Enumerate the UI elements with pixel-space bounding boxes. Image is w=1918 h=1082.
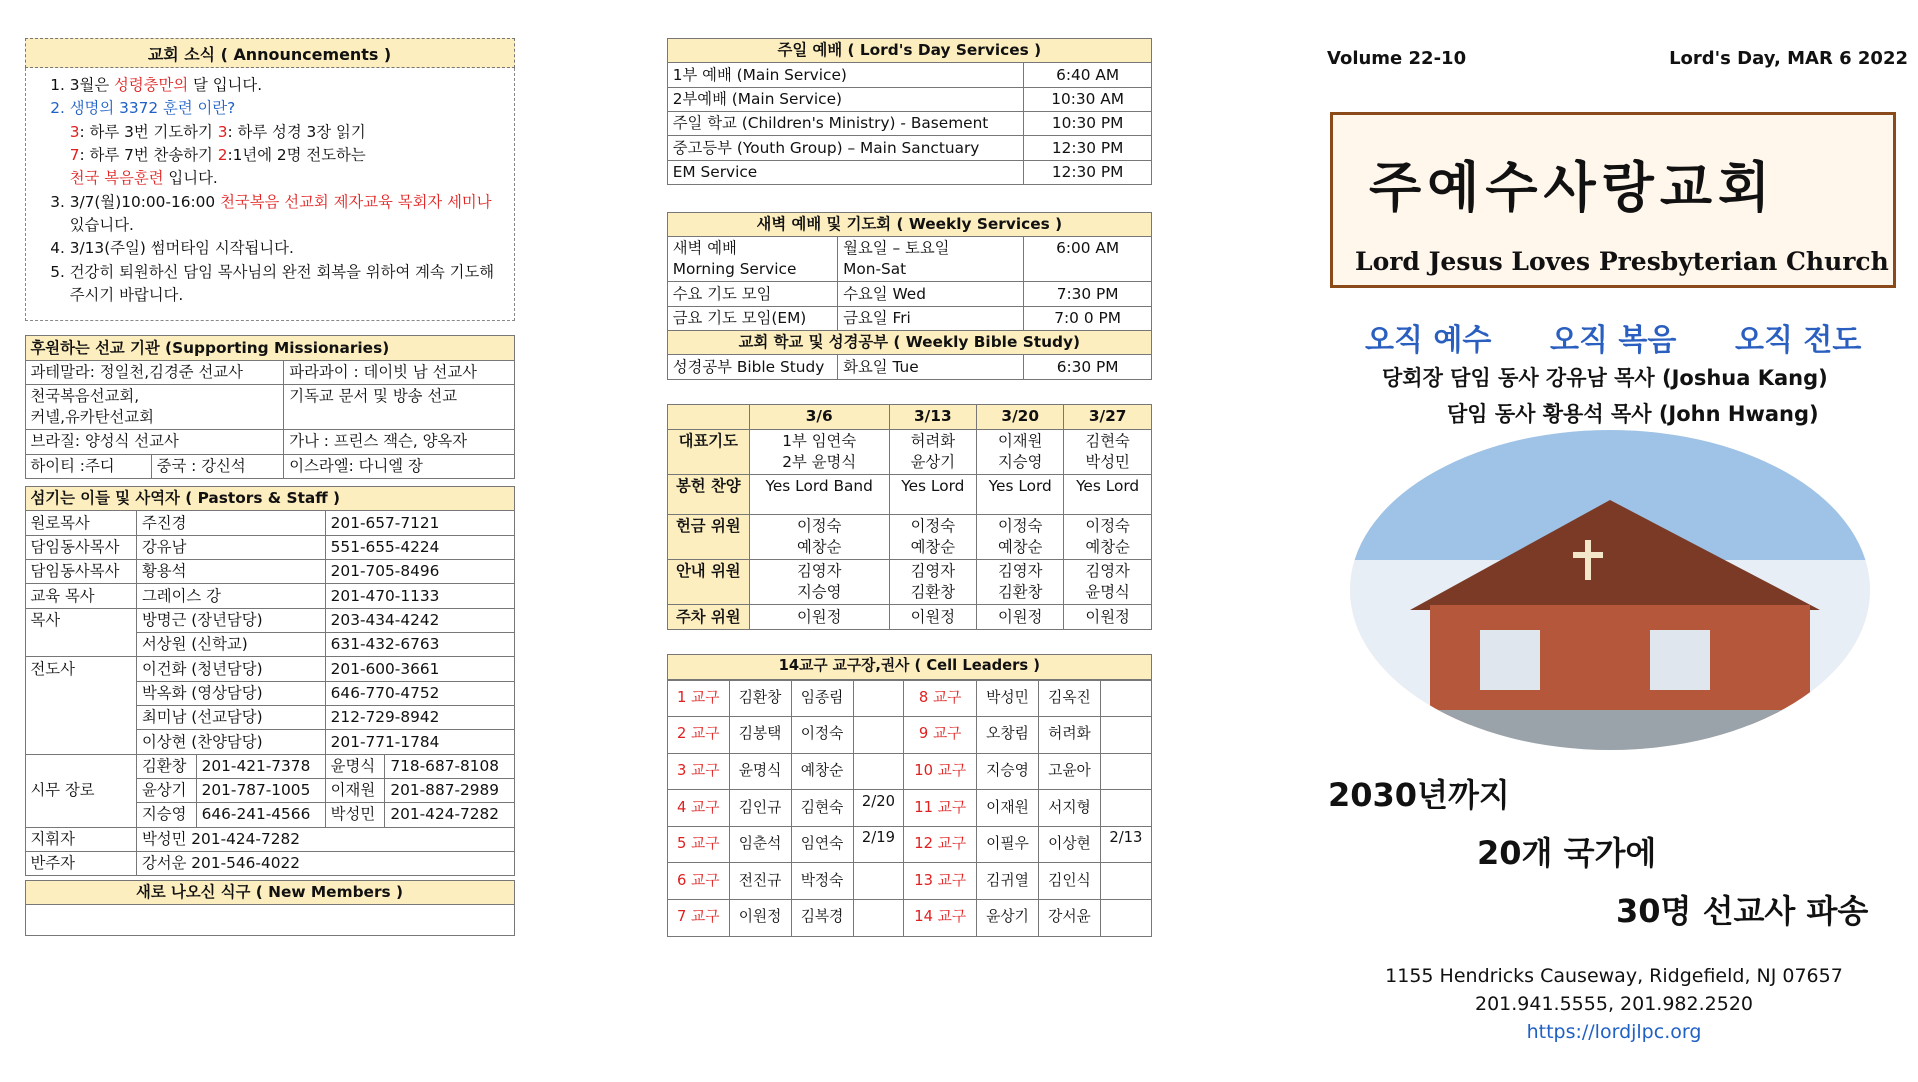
new-members-body bbox=[25, 905, 514, 935]
lords-day-header: 주일 예배 ( Lord's Day Services ) bbox=[667, 39, 1151, 63]
cell-leader-l: 4 교구 bbox=[667, 790, 729, 827]
logo-korean: 주예수사랑교회 bbox=[1369, 155, 1777, 219]
duty-table bbox=[667, 404, 1152, 629]
cell-leader-l: 3 교구 bbox=[667, 753, 729, 790]
cell-leader-d bbox=[853, 863, 904, 900]
cell-leader-f bbox=[1100, 680, 1151, 717]
cell-leader-b: 김복경 bbox=[791, 900, 853, 937]
missionaries-header: 후원하는 선교 기관 (Supporting Missionaries) bbox=[25, 336, 514, 360]
cell-leader-d bbox=[853, 753, 904, 790]
table-row: 2부예배 (Main Service) 10:30 AM bbox=[667, 87, 1151, 111]
cell: 가나 : 프린스 잭슨, 양옥자 bbox=[284, 430, 514, 454]
table-row: 성경공부 Bible Study 화요일 Tue 6:30 PM bbox=[667, 355, 1151, 379]
cell-leaders-grid bbox=[667, 680, 1152, 937]
cell: 기독교 문서 및 방송 선교 bbox=[284, 385, 514, 430]
cell-leader-b: 김현숙 bbox=[791, 790, 853, 827]
cell: 중국 : 강신석 bbox=[151, 454, 284, 478]
cell-leader-c: 오창림 bbox=[976, 717, 1038, 754]
table-row: 시무 장로 김환창 201-421-7378 윤명식 718-687-8108 bbox=[25, 754, 514, 778]
church-illustration bbox=[1350, 430, 1870, 750]
cell-leader-a: 임춘석 bbox=[729, 826, 791, 863]
volume-label: Volume 22-10 bbox=[1327, 48, 1467, 69]
cell-leader-e: 서지형 bbox=[1038, 790, 1100, 827]
missionaries-table bbox=[25, 335, 515, 478]
cell-leader-d: 2/19 bbox=[853, 826, 904, 863]
cell-leader-l: 6 교구 bbox=[667, 863, 729, 900]
table-row: 주일 학교 (Children's Ministry) - Basement 10:30 PM bbox=[667, 112, 1151, 136]
cell-leader-c: 박성민 bbox=[976, 680, 1038, 717]
mission-2: 20개 국가에 bbox=[1477, 834, 1657, 872]
cell-leader-l: 2 교구 bbox=[667, 717, 729, 754]
lords-day-table bbox=[667, 38, 1152, 185]
motto-2: 오직 복음 bbox=[1550, 323, 1677, 358]
cell-leader-r: 14 교구 bbox=[904, 900, 977, 937]
cell-leader-e: 김옥진 bbox=[1038, 680, 1100, 717]
table-row: 수요 기도 모임 수요일 Wed 7:30 PM bbox=[667, 282, 1151, 306]
cell-leader-c: 윤상기 bbox=[976, 900, 1038, 937]
duty-header: 3/6 3/13 3/20 3/27 bbox=[667, 405, 1151, 429]
cell-leader-a: 김환창 bbox=[729, 680, 791, 717]
cell-leader-a: 이원정 bbox=[729, 900, 791, 937]
table-row: 담임동사목사 황용석 201-705-8496 bbox=[25, 560, 514, 584]
table-row: 1부 예배 (Main Service) 6:40 AM bbox=[667, 63, 1151, 87]
announcement-3: 3. 3/7(월)10:00-16:00 천국복음 선교회 제자교육 목회자 세미나 있습니다. bbox=[70, 191, 504, 238]
cell-leader-b: 예창순 bbox=[791, 753, 853, 790]
logo-english: Lord Jesus Loves Presbyterian Church bbox=[1355, 247, 1889, 276]
pastor-2: 담임 동사 황용석 목사 (John Hwang) bbox=[1447, 402, 1819, 426]
staff-header: 섬기는 이들 및 사역자 ( Pastors & Staff ) bbox=[25, 487, 514, 511]
table-row: 교육 목사 그레이스 강 201-470-1133 bbox=[25, 584, 514, 608]
table-row bbox=[667, 900, 1151, 937]
table-row: 봉헌 찬양 Yes Lord Band Yes Lord Yes Lord Yes Lord bbox=[667, 474, 1151, 514]
cell-leader-f bbox=[1100, 753, 1151, 790]
cell-leader-d bbox=[853, 680, 904, 717]
table-row: 헌금 위원 이정숙 예창순 이정숙 예창순 이정숙 예창순 이정숙 예창순 bbox=[667, 515, 1151, 560]
church-logo bbox=[1330, 112, 1896, 288]
cell: 하이티 :주디 bbox=[25, 454, 151, 478]
left-column bbox=[25, 38, 515, 936]
cell: 브라질: 양성식 선교사 bbox=[25, 430, 284, 454]
cell-leaders-table bbox=[667, 654, 1152, 679]
table-row: 목사 방명근 (장년담당) 203-434-4242 bbox=[25, 608, 514, 632]
table-row bbox=[667, 863, 1151, 900]
bible-study-header: 교회 학교 및 성경공부 ( Weekly Bible Study) bbox=[667, 331, 1151, 355]
cell-leader-e: 이상현 bbox=[1038, 826, 1100, 863]
cell-leader-l: 5 교구 bbox=[667, 826, 729, 863]
cell-leader-d bbox=[853, 717, 904, 754]
church-photo bbox=[1350, 430, 1870, 750]
announcement-4: 4. 3/13(주일) 썸머타임 시작됩니다. bbox=[70, 237, 504, 260]
cell-leader-c: 이필우 bbox=[976, 826, 1038, 863]
announcement-2: 2. 생명의 3372 훈련 이란? 3: 하루 3번 기도하기 3: 하루 성경 3장 읽기 7: 하루 7번 찬송하기 2:1년에 2명 전도하는 천국 복음훈련 입니다. bbox=[70, 97, 504, 190]
staff-table bbox=[25, 486, 515, 876]
announcement-5: 5. 건강히 퇴원하신 담임 목사님의 완전 회복을 위하여 계속 기도해 주시기 바랍니다. bbox=[70, 261, 504, 308]
table-row: 대표기도 1부 임연숙 2부 윤명식 허려화 윤상기 이재원 지승영 김현숙 박성민 bbox=[667, 429, 1151, 474]
table-row: 금요 기도 모임(EM) 금요일 Fri 7:0 0 PM bbox=[667, 306, 1151, 330]
cover-column bbox=[1310, 0, 1918, 1082]
announcements-list bbox=[25, 68, 515, 321]
cell-leader-a: 윤명식 bbox=[729, 753, 791, 790]
cell-leader-r: 11 교구 bbox=[904, 790, 977, 827]
table-row: 원로목사 주진경 201-657-7121 bbox=[25, 511, 514, 535]
cell-leader-c: 이재원 bbox=[976, 790, 1038, 827]
motto-3: 오직 전도 bbox=[1735, 323, 1862, 358]
cell-leader-c: 김귀열 bbox=[976, 863, 1038, 900]
middle-column bbox=[667, 38, 1152, 937]
church-website-link[interactable]: https://lordjlpc.org bbox=[1526, 1021, 1702, 1043]
table-row bbox=[667, 790, 1151, 827]
weekly-services-table bbox=[667, 212, 1152, 380]
new-members-header: 새로 나오신 식구 ( New Members ) bbox=[25, 880, 514, 904]
cell-leader-f bbox=[1100, 790, 1151, 827]
announcement-1: 1. 3월은 성령충만의 달 입니다. bbox=[70, 74, 504, 97]
cell-leader-a: 김봉택 bbox=[729, 717, 791, 754]
cell-leader-d: 2/20 bbox=[853, 790, 904, 827]
table-row: 서상원 (신학교) 631-432-6763 bbox=[25, 633, 514, 657]
mission-1: 2030년까지 bbox=[1328, 776, 1510, 814]
table-row: 윤상기 201-787-1005 이재원 201-887-2989 bbox=[25, 778, 514, 802]
table-row: 전도사 이건화 (청년담당) 201-600-3661 bbox=[25, 657, 514, 681]
announcements-header: 교회 소식 ( Announcements ) bbox=[25, 38, 515, 68]
mission-3: 30명 선교사 파송 bbox=[1616, 892, 1869, 930]
cell-leader-r: 13 교구 bbox=[904, 863, 977, 900]
motto-1: 오직 예수 bbox=[1365, 323, 1492, 358]
table-row: 중고등부 (Youth Group) – Main Sanctuary 12:30 PM bbox=[667, 136, 1151, 160]
cell-leader-c: 지승영 bbox=[976, 753, 1038, 790]
cell: 천국복음선교회, 커넬,유카탄선교회 bbox=[25, 385, 284, 430]
cell-leader-a: 김인규 bbox=[729, 790, 791, 827]
church-address: 1155 Hendricks Causeway, Ridgefield, NJ 07657 bbox=[1385, 965, 1843, 987]
cell-leader-l: 7 교구 bbox=[667, 900, 729, 937]
cell-leader-f bbox=[1100, 717, 1151, 754]
cell-leader-r: 12 교구 bbox=[904, 826, 977, 863]
cell-leader-r: 9 교구 bbox=[904, 717, 977, 754]
cell-leader-e: 강서윤 bbox=[1038, 900, 1100, 937]
new-members-table bbox=[25, 880, 515, 936]
cell-leader-f bbox=[1100, 863, 1151, 900]
table-row: 반주자 강서운 201-546-4022 bbox=[25, 851, 514, 875]
table-row: 최미남 (선교담당) 212-729-8942 bbox=[25, 705, 514, 729]
cell-leader-r: 10 교구 bbox=[904, 753, 977, 790]
cell: 이스라엘: 다니엘 장 bbox=[284, 454, 514, 478]
table-row: 지승영 646-241-4566 박성민 201-424-7282 bbox=[25, 803, 514, 827]
cell-leader-b: 박정숙 bbox=[791, 863, 853, 900]
cell-leader-b: 임연숙 bbox=[791, 826, 853, 863]
table-row: 이상현 (찬양담당) 201-771-1784 bbox=[25, 730, 514, 754]
cell: 과테말라: 정일천,김경준 선교사 bbox=[25, 360, 284, 384]
table-row: EM Service 12:30 PM bbox=[667, 160, 1151, 184]
cell-leader-b: 임종림 bbox=[791, 680, 853, 717]
table-row bbox=[667, 717, 1151, 754]
cell-leader-e: 허려화 bbox=[1038, 717, 1100, 754]
cell-leader-e: 김인식 bbox=[1038, 863, 1100, 900]
table-row bbox=[667, 753, 1151, 790]
pastor-1: 당회장 담임 동사 강유남 목사 (Joshua Kang) bbox=[1382, 366, 1828, 390]
table-row: 안내 위원 김영자 지승영 김영자 김환창 김영자 김환창 김영자 윤명식 bbox=[667, 560, 1151, 605]
weekly-header: 새벽 예배 및 기도회 ( Weekly Services ) bbox=[667, 212, 1151, 236]
table-row bbox=[667, 680, 1151, 717]
cell-leader-f: 2/13 bbox=[1100, 826, 1151, 863]
cell-leader-e: 고윤아 bbox=[1038, 753, 1100, 790]
cell-leaders-header: 14교구 교구장,권사 ( Cell Leaders ) bbox=[667, 655, 1151, 679]
date-label: Lord's Day, MAR 6 2022 bbox=[1669, 48, 1908, 69]
cell: 파라과이 : 데이빗 남 선교사 bbox=[284, 360, 514, 384]
cell-leader-d bbox=[853, 900, 904, 937]
table-row: 박옥화 (영상담당) 646-770-4752 bbox=[25, 681, 514, 705]
cell-leader-b: 이정숙 bbox=[791, 717, 853, 754]
table-row bbox=[667, 826, 1151, 863]
cell-leader-r: 8 교구 bbox=[904, 680, 977, 717]
cell-leader-f bbox=[1100, 900, 1151, 937]
church-phones: 201.941.5555, 201.982.2520 bbox=[1474, 993, 1753, 1015]
table-row: 주차 위원 이원정 이원정 이원정 이원정 bbox=[667, 605, 1151, 629]
cell-leader-a: 전진규 bbox=[729, 863, 791, 900]
table-row: 지휘자 박성민 201-424-7282 bbox=[25, 827, 514, 851]
table-row: 새벽 예배 Morning Service 월요일 – 토요일 Mon-Sat 6:00 AM bbox=[667, 237, 1151, 282]
table-row: 담임동사목사 강유남 551-655-4224 bbox=[25, 535, 514, 559]
cell-leader-l: 1 교구 bbox=[667, 680, 729, 717]
